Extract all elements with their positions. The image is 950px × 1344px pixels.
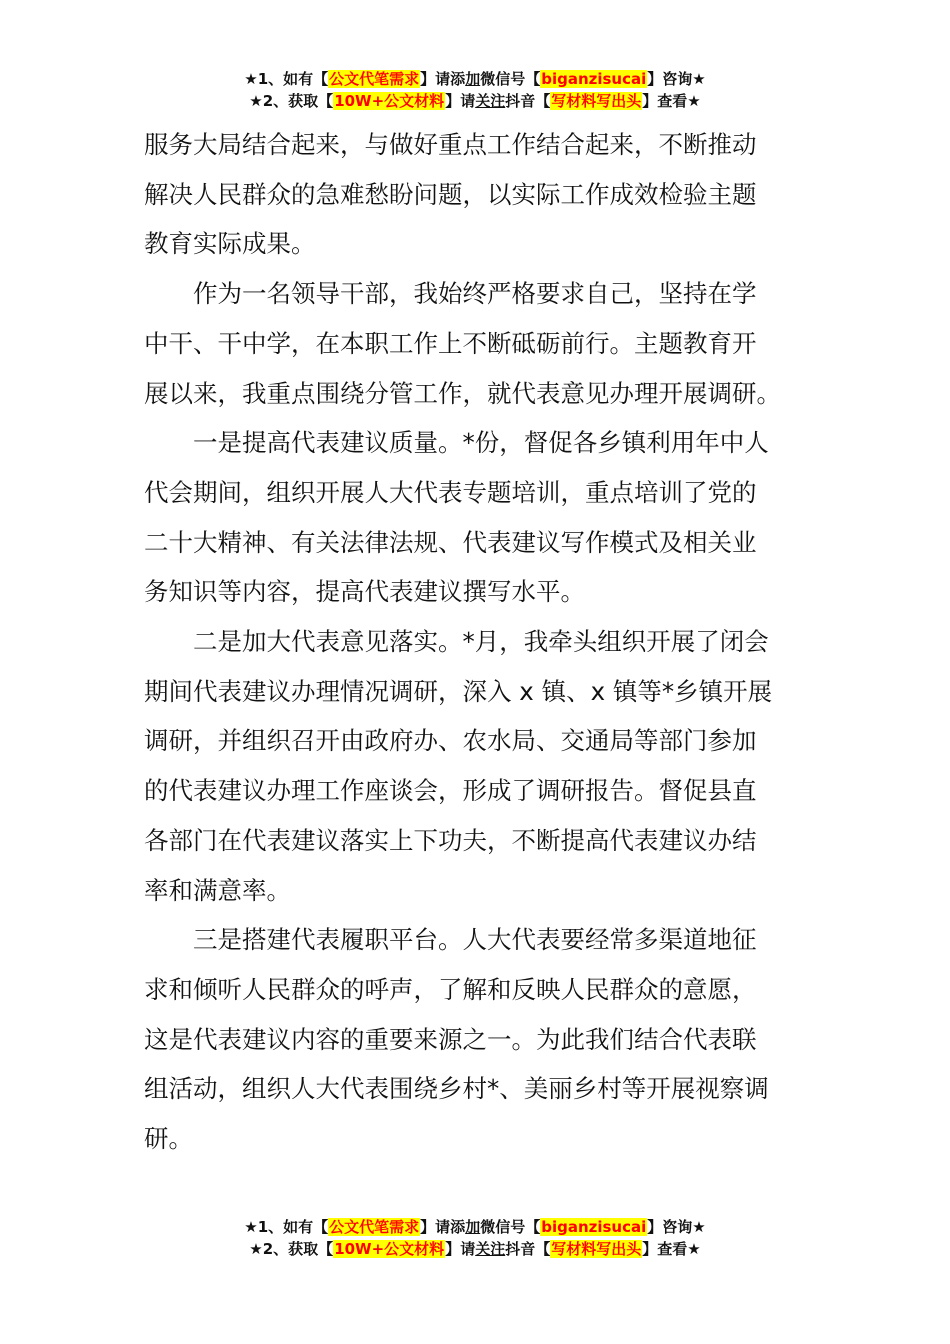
paragraph-5: [144, 915, 806, 1164]
text-line: 服务大局结合起来，与做好重点工作结合起来，不断推动: [144, 130, 757, 159]
banner-line2-text-e: 抖音【: [505, 92, 551, 110]
text-line: 各部门在代表建议落实上下功夫，不断提高代表建议办结: [144, 825, 757, 855]
text-line: 二是加大代表意见落实。*月，我牵头组织开展了闭会: [193, 627, 769, 657]
header-banner: [0, 68, 950, 112]
text-line: 务知识等内容，提高代表建议撰写水平。: [144, 577, 585, 607]
text-line: 展以来，我重点围绕分管工作，就代表意见办理开展调研。: [144, 378, 781, 408]
banner-line2-text-g: 】查看★: [642, 92, 701, 110]
materials-highlight: 10W+公文材料: [334, 92, 445, 110]
banner-line1-text-a: ★1、如有【: [244, 1218, 329, 1236]
banner-line1-text-g: 】咨询★: [647, 1218, 706, 1236]
banner-line1-text-e: 微信号【: [480, 70, 541, 88]
banner-line1-underlined: 加: [465, 1218, 481, 1236]
text-line: 作为一名领导干部，我始终严格要求自己，坚持在学: [193, 279, 757, 309]
service-highlight: 公文代笔需求: [329, 1218, 420, 1236]
banner-line2-text-c: 】请: [445, 1240, 476, 1258]
text-line: 代会期间，组织开展人大代表专题培训，重点培训了党的: [144, 477, 757, 507]
douyin-highlight: 写材料写出头: [551, 1240, 642, 1258]
footer-banner: [0, 1216, 950, 1260]
banner-line2-underlined: 关注: [475, 92, 506, 110]
document-body: [144, 120, 806, 1164]
text-line: 三是搭建代表履职平台。人大代表要经常多渠道地征: [193, 925, 757, 955]
banner-line2-text-a: ★2、获取【: [249, 1240, 334, 1258]
banner-line2-text-e: 抖音【: [505, 1240, 551, 1258]
wechat-id-highlight: biganzisucai: [541, 1218, 647, 1236]
text-line: 期间代表建议办理情况调研，深入 x 镇、x 镇等*乡镇开展: [144, 676, 773, 706]
banner-line2-text-c: 】请: [445, 92, 476, 110]
text-line: 调研，并组织召开由政府办、农水局、交通局等部门参加: [144, 726, 757, 756]
text-line: 教育实际成果。: [144, 229, 316, 259]
banner-line-2: [0, 90, 950, 112]
text-line: 中干、干中学，在本职工作上不断砥砺前行。主题教育开: [144, 328, 757, 358]
text-line: 研。: [144, 1124, 193, 1154]
wechat-id-highlight: biganzisucai: [541, 70, 647, 88]
materials-highlight: 10W+公文材料: [334, 1240, 445, 1258]
banner-line1-text-a: ★1、如有【: [244, 70, 329, 88]
douyin-highlight: 写材料写出头: [551, 92, 642, 110]
paragraph-4: [144, 617, 806, 915]
paragraph-3: [144, 418, 806, 617]
service-highlight: 公文代笔需求: [329, 70, 420, 88]
banner-line-2: [0, 1238, 950, 1260]
text-line: 组活动，组织人大代表围绕乡村*、美丽乡村等开展视察调: [144, 1074, 769, 1104]
text-line: 求和倾听人民群众的呼声，了解和反映人民群众的意愿，: [144, 974, 757, 1004]
paragraph-2: [144, 269, 806, 418]
text-line: 解决人民群众的急难愁盼问题，以实际工作成效检验主题: [144, 179, 757, 209]
text-line: 率和满意率。: [144, 875, 291, 905]
banner-line-1: [0, 68, 950, 90]
text-line: 的代表建议办理工作座谈会，形成了调研报告。督促县直: [144, 776, 757, 806]
banner-line2-text-g: 】查看★: [642, 1240, 701, 1258]
text-line: 一是提高代表建议质量。*份，督促各乡镇利用年中人: [193, 428, 769, 458]
banner-line1-text-g: 】咨询★: [647, 70, 706, 88]
paragraph-1: [144, 120, 806, 269]
banner-line2-underlined: 关注: [475, 1240, 506, 1258]
banner-line-1: [0, 1216, 950, 1238]
banner-line1-text-e: 微信号【: [480, 1218, 541, 1236]
text-line: 这是代表建议内容的重要来源之一。为此我们结合代表联: [144, 1024, 757, 1054]
text-line: 二十大精神、有关法律法规、代表建议写作模式及相关业: [144, 527, 757, 557]
banner-line1-underlined: 加: [465, 70, 481, 88]
banner-line1-text-c: 】请添: [420, 70, 466, 88]
banner-line2-text-a: ★2、获取【: [249, 92, 334, 110]
banner-line1-text-c: 】请添: [420, 1218, 466, 1236]
